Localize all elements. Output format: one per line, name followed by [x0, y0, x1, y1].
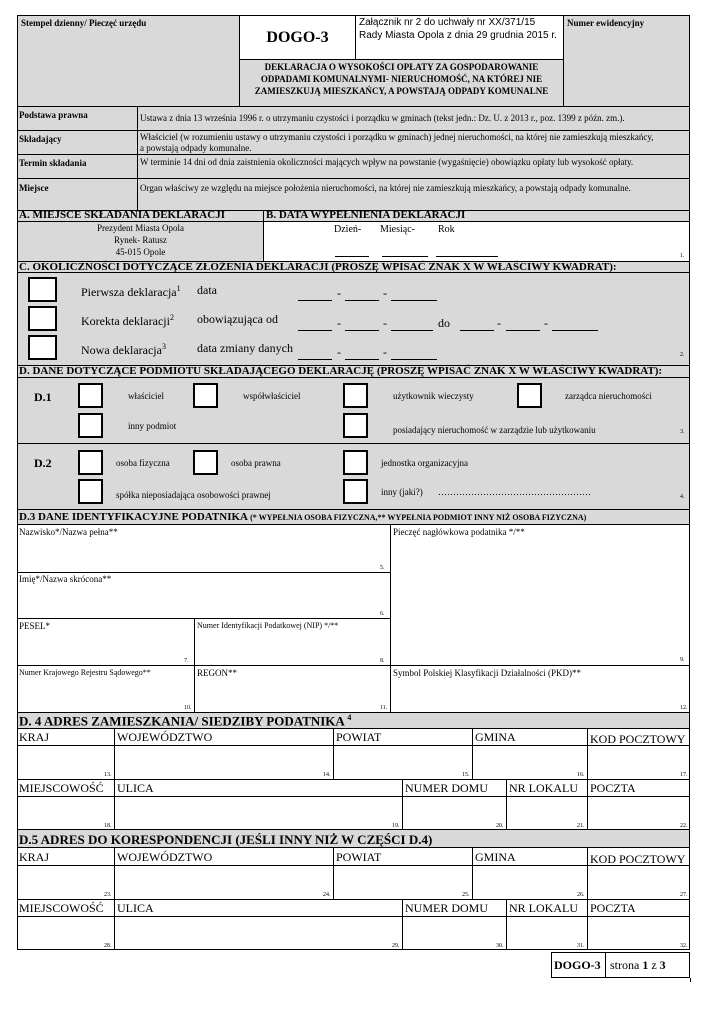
post-office-input[interactable] — [588, 797, 688, 829]
fill-year-input[interactable] — [436, 256, 498, 257]
house-number-input[interactable] — [403, 797, 505, 829]
date-year-label: Rok — [438, 224, 455, 235]
new-declaration-checkbox[interactable] — [28, 335, 57, 360]
stamp-field[interactable] — [17, 15, 240, 107]
footer-form-code: DOGO-3 — [554, 958, 601, 972]
county-label: POWIAT — [336, 730, 382, 744]
possessor-label: posiadający nieruchomość w zarządzie lub użytkowaniu — [393, 425, 596, 435]
corr-county-input[interactable] — [334, 866, 471, 898]
field-number: 9. — [680, 657, 685, 663]
section-d4-title: D. 4 ADRES ZAMIESZKANIA/ SIEDZIBY PODATNIKA $^4$ — [19, 713, 352, 729]
field-number: 19. — [392, 823, 400, 829]
dash: - — [544, 316, 548, 330]
field-number: 15. — [462, 772, 470, 778]
corr-city-input[interactable] — [18, 917, 113, 949]
record-number-label: Numer ewidencyjny — [567, 18, 645, 28]
filer-text-1: Właściciel (w rozumieniu ustawy o utrzymaniu czystości i porządku w gminach) jednej nieruchomości, na której nie zamieszkują mieszkańcy, — [140, 132, 654, 142]
voivodeship-input[interactable] — [115, 746, 332, 778]
date-day-label: Dzień- — [334, 224, 362, 235]
place-label: Miejsce — [19, 183, 49, 193]
field-number: 18. — [104, 823, 112, 829]
other-type-checkbox[interactable] — [343, 479, 368, 504]
correction-from-label: obowiązująca od — [197, 312, 278, 326]
other-entity-label: inny podmiot — [128, 421, 177, 431]
apartment-number-label: NR LOKALU — [509, 781, 578, 795]
corr-postcode-label: KOD POCZTOWY — [590, 852, 686, 866]
field-number: 21. — [577, 823, 585, 829]
section-c-title: C. OKOLICZNOŚCI DOTYCZĄCE ZŁOŻENIA DEKLARACJI (PROSZĘ WPISAĆ ZNAK X W WŁAŚCIWY KWADRAT): — [19, 261, 617, 273]
field-number: 25. — [462, 892, 470, 898]
field-number: 24. — [323, 892, 331, 898]
field-number: 3. — [680, 429, 685, 435]
fill-month-input[interactable] — [382, 256, 428, 257]
dash: - — [337, 345, 341, 359]
correction-to-day-input[interactable] — [460, 330, 494, 331]
taxpayer-stamp-field[interactable] — [392, 538, 688, 662]
field-number: 8. — [380, 658, 385, 664]
pesel-label: PESEL* — [19, 621, 51, 631]
corr-apartment-number-input[interactable] — [507, 917, 586, 949]
dash: - — [337, 286, 341, 300]
owner-checkbox[interactable] — [78, 383, 103, 408]
place-text: Organ właściwy ze względu na miejsce położenia nieruchomości, na której nie zamieszkują mieszkańcy, a powstają odpady komunalne. — [140, 183, 631, 193]
new-declaration-label: Nowa deklaracja$^3$ — [81, 342, 166, 357]
corr-house-number-input[interactable] — [403, 917, 505, 949]
voivodeship-label: WOJEWÓDZTWO — [117, 730, 213, 744]
corr-apartment-number-label: NR LOKALU — [509, 901, 578, 915]
organizational-unit-checkbox[interactable] — [343, 450, 368, 475]
field-number: 1. — [680, 253, 685, 259]
field-number: 22. — [680, 823, 688, 829]
partnership-label: spółka nieposiadająca osobowości prawnej — [116, 490, 271, 500]
surname-input[interactable] — [18, 538, 388, 570]
legal-basis-label: Podstawa prawna — [19, 110, 88, 120]
dash: - — [383, 316, 387, 330]
change-date-day-input[interactable] — [298, 359, 332, 360]
apartment-number-input[interactable] — [507, 797, 586, 829]
krs-input[interactable] — [18, 679, 192, 711]
street-input[interactable] — [115, 797, 401, 829]
correction-checkbox[interactable] — [28, 306, 57, 331]
commune-input[interactable] — [473, 746, 586, 778]
field-number: 10. — [184, 705, 192, 711]
regon-label: REGON** — [197, 668, 237, 678]
annex-line-1: Załącznik nr 2 do uchwały nr XX/371/15 — [359, 17, 536, 28]
country-input[interactable] — [18, 746, 113, 778]
field-number: 16. — [577, 772, 585, 778]
first-name-input[interactable] — [18, 585, 388, 616]
natural-person-label: osoba fizyczna — [116, 458, 170, 468]
first-date-month-input[interactable] — [345, 300, 379, 301]
post-office-label: POCZTA — [590, 781, 636, 795]
field-number: 27. — [680, 892, 688, 898]
form-code-box — [239, 15, 356, 60]
nip-label: Numer Identyfikacji Podatkowej (NIP) */** — [197, 621, 339, 630]
legal-person-label: osoba prawna — [231, 458, 281, 468]
field-number: 7. — [184, 658, 189, 664]
dash: - — [497, 316, 501, 330]
field-number: 28. — [104, 943, 112, 949]
field-number: 13. — [104, 772, 112, 778]
place-of-filing-line-1: Prezydent Miasta Opola — [97, 223, 184, 233]
city-label: MIEJSCOWOŚĆ — [19, 781, 104, 795]
corr-voivodeship-input[interactable] — [115, 866, 332, 898]
pkd-input[interactable] — [392, 679, 688, 711]
section-d-title: D. DANE DOTYCZĄCE PODMIOTU SKŁADAJĄCEGO DEKLARACJĘ (PROSZĘ WPISAĆ ZNAK X W WŁAŚCIWY KWADRAT): — [19, 365, 663, 377]
filer-text-2: a powstają odpady komunalne. — [140, 143, 252, 153]
corr-country-input[interactable] — [18, 866, 113, 898]
field-number: 4. — [680, 494, 685, 500]
commune-label: GMINA — [475, 730, 516, 744]
natural-person-checkbox[interactable] — [78, 450, 103, 475]
field-number: 2. — [680, 352, 685, 358]
correction-label: Korekta deklaracji$^2$ — [81, 313, 174, 328]
other-type-input[interactable]: …………………………………………… — [438, 487, 591, 497]
correction-to-year-input[interactable] — [552, 330, 598, 331]
postcode-input[interactable] — [588, 746, 688, 778]
corr-street-label: ULICA — [117, 901, 154, 915]
record-number-field[interactable] — [563, 15, 690, 107]
annex-line-2: Rady Miasta Opola z dnia 29 grudnia 2015 r. — [359, 30, 557, 41]
pkd-label: Symbol Polskiej Klasyfikacji Działalności (PKD)** — [393, 668, 581, 678]
corr-post-office-input[interactable] — [588, 917, 688, 949]
annex-box — [355, 15, 564, 60]
d2-label: D.2 — [34, 456, 52, 470]
possessor-checkbox[interactable] — [343, 413, 368, 438]
declaration-title-box — [239, 59, 564, 107]
corr-city-label: MIEJSCOWOŚĆ — [19, 901, 104, 915]
field-number: 12. — [680, 705, 688, 711]
change-date-year-input[interactable] — [391, 359, 437, 360]
field-number: 6. — [380, 611, 385, 617]
dash: - — [383, 286, 387, 300]
co-owner-label: współwłaściciel — [243, 391, 301, 401]
field-number: 29. — [392, 943, 400, 949]
surname-label: Nazwisko*/Nazwa pełna** — [19, 527, 118, 537]
date-month-label: Miesiąc- — [380, 224, 415, 235]
correction-from-month-input[interactable] — [345, 330, 379, 331]
pesel-input[interactable] — [18, 632, 192, 663]
field-number: 31. — [577, 943, 585, 949]
first-date-day-input[interactable] — [298, 300, 332, 301]
field-number: 30. — [496, 943, 504, 949]
field-number: 23. — [104, 892, 112, 898]
section-d3-title: D.3 DANE IDENTYFIKACYJNE PODATNIKA (* WYPEŁNIA OSOBA FIZYCZNA,** WYPEŁNIA PODMIOT INNY NIŻ OSOBA FIZYCZNA) — [19, 511, 587, 523]
title-line-2: ODPADAMI KOMUNALNYMI- NIERUCHOMOŚĆ, NA KTÓREJ NIE — [260, 74, 543, 84]
change-date-month-input[interactable] — [345, 359, 379, 360]
deadline-text: W terminie 14 dni od dnia zaistnienia okoliczności mających wpływ na powstanie (wygaśnięcie) obowiązku opłaty lub wysokość opłaty. — [140, 157, 634, 167]
nip-input[interactable] — [196, 632, 388, 663]
correction-from-year-input[interactable] — [391, 330, 433, 331]
corr-voivodeship-label: WOJEWÓDZTWO — [117, 850, 213, 864]
first-name-label: Imię*/Nazwa skrócona** — [19, 574, 112, 584]
perpetual-user-checkbox[interactable] — [343, 383, 368, 408]
fill-day-input[interactable] — [335, 256, 369, 257]
correction-to-month-input[interactable] — [506, 330, 540, 331]
house-number-label: NUMER DOMU — [405, 781, 489, 795]
page-indicator: strona 1 z 3 — [610, 958, 666, 972]
corr-post-office-label: POCZTA — [590, 901, 636, 915]
co-owner-checkbox[interactable] — [193, 383, 218, 408]
d1-label: D.1 — [34, 390, 52, 404]
krs-label: Numer Krajowego Rejestru Sądowego** — [19, 668, 151, 677]
first-date-year-input[interactable] — [391, 300, 437, 301]
corr-postcode-input[interactable] — [588, 866, 688, 898]
section-a-title: A. MIEJSCE SKŁADANIA DEKLARACJI — [19, 209, 225, 221]
correction-from-day-input[interactable] — [298, 330, 332, 331]
first-declaration-label: Pierwsza deklaracja$^1$ — [81, 284, 181, 299]
field-number: 32. — [680, 943, 688, 949]
field-number: 5. — [380, 565, 385, 571]
street-label: ULICA — [117, 781, 154, 795]
form-code: DOGO-3 — [266, 29, 329, 46]
section-b-title: B. DATA WYPEŁNIENIA DEKLARACJI — [266, 209, 466, 221]
title-line-3: ZAMIESZKUJĄ MIESZKAŃCY, A POWSTAJĄ ODPADY KOMUNALNE — [254, 86, 549, 96]
corr-county-label: POWIAT — [336, 850, 382, 864]
corr-country-label: KRAJ — [19, 850, 50, 864]
place-of-filing-line-3: 45-015 Opole — [115, 247, 166, 257]
stamp-label: Stempel dzienny/ Pieczęć urzędu — [21, 18, 147, 28]
corr-commune-label: GMINA — [475, 850, 516, 864]
regon-input[interactable] — [196, 679, 388, 711]
change-date-label: data zmiany danych — [197, 341, 293, 355]
field-number: 11. — [380, 705, 388, 711]
postcode-label: KOD POCZTOWY — [590, 732, 686, 746]
corr-house-number-label: NUMER DOMU — [405, 901, 489, 915]
first-declaration-checkbox[interactable] — [28, 277, 57, 302]
section-d5-title: D.5 ADRES DO KORESPONDENCJI (JEŚLI INNY NIŻ W CZĘŚCI D.4) — [19, 832, 433, 847]
property-manager-checkbox[interactable] — [517, 383, 542, 408]
country-label: KRAJ — [19, 730, 50, 744]
field-number: 17. — [680, 772, 688, 778]
field-number: 26. — [577, 892, 585, 898]
legal-person-checkbox[interactable] — [193, 450, 218, 475]
filer-label: Składający — [19, 134, 62, 144]
field-number: 14. — [323, 772, 331, 778]
dash: - — [337, 316, 341, 330]
other-type-label: inny (jaki?) — [381, 487, 423, 497]
taxpayer-stamp-label: Pieczęć nagłówkowa podatnika */** — [393, 527, 525, 537]
deadline-label: Termin składania — [19, 158, 87, 168]
city-input[interactable] — [18, 797, 113, 829]
county-input[interactable] — [334, 746, 471, 778]
owner-label: właściciel — [128, 391, 164, 401]
correction-to-label: do — [438, 316, 450, 330]
property-manager-label: zarządca nieruchomości — [565, 391, 652, 401]
dash: - — [383, 345, 387, 359]
perpetual-user-label: użytkownik wieczysty — [393, 391, 474, 401]
other-entity-checkbox[interactable] — [78, 413, 103, 438]
place-of-filing-line-2: Rynek- Ratusz — [114, 235, 167, 245]
legal-basis-text: Ustawa z dnia 13 września 1996 r. o utrzymaniu czystości i porządku w gminach (tekst jedn.: Dz. U. z 2013 r., poz. 1399 z późn. zm.). — [140, 113, 625, 123]
partnership-checkbox[interactable] — [78, 479, 103, 504]
first-date-label: data — [197, 283, 217, 297]
organizational-unit-label: jednostka organizacyjna — [381, 458, 469, 468]
field-number: 20. — [496, 823, 504, 829]
corr-street-input[interactable] — [115, 917, 401, 949]
title-line-1: DEKLARACJA O WYSOKOŚCI OPŁATY ZA GOSPODAROWANIE — [264, 62, 539, 72]
corr-commune-input[interactable] — [473, 866, 586, 898]
